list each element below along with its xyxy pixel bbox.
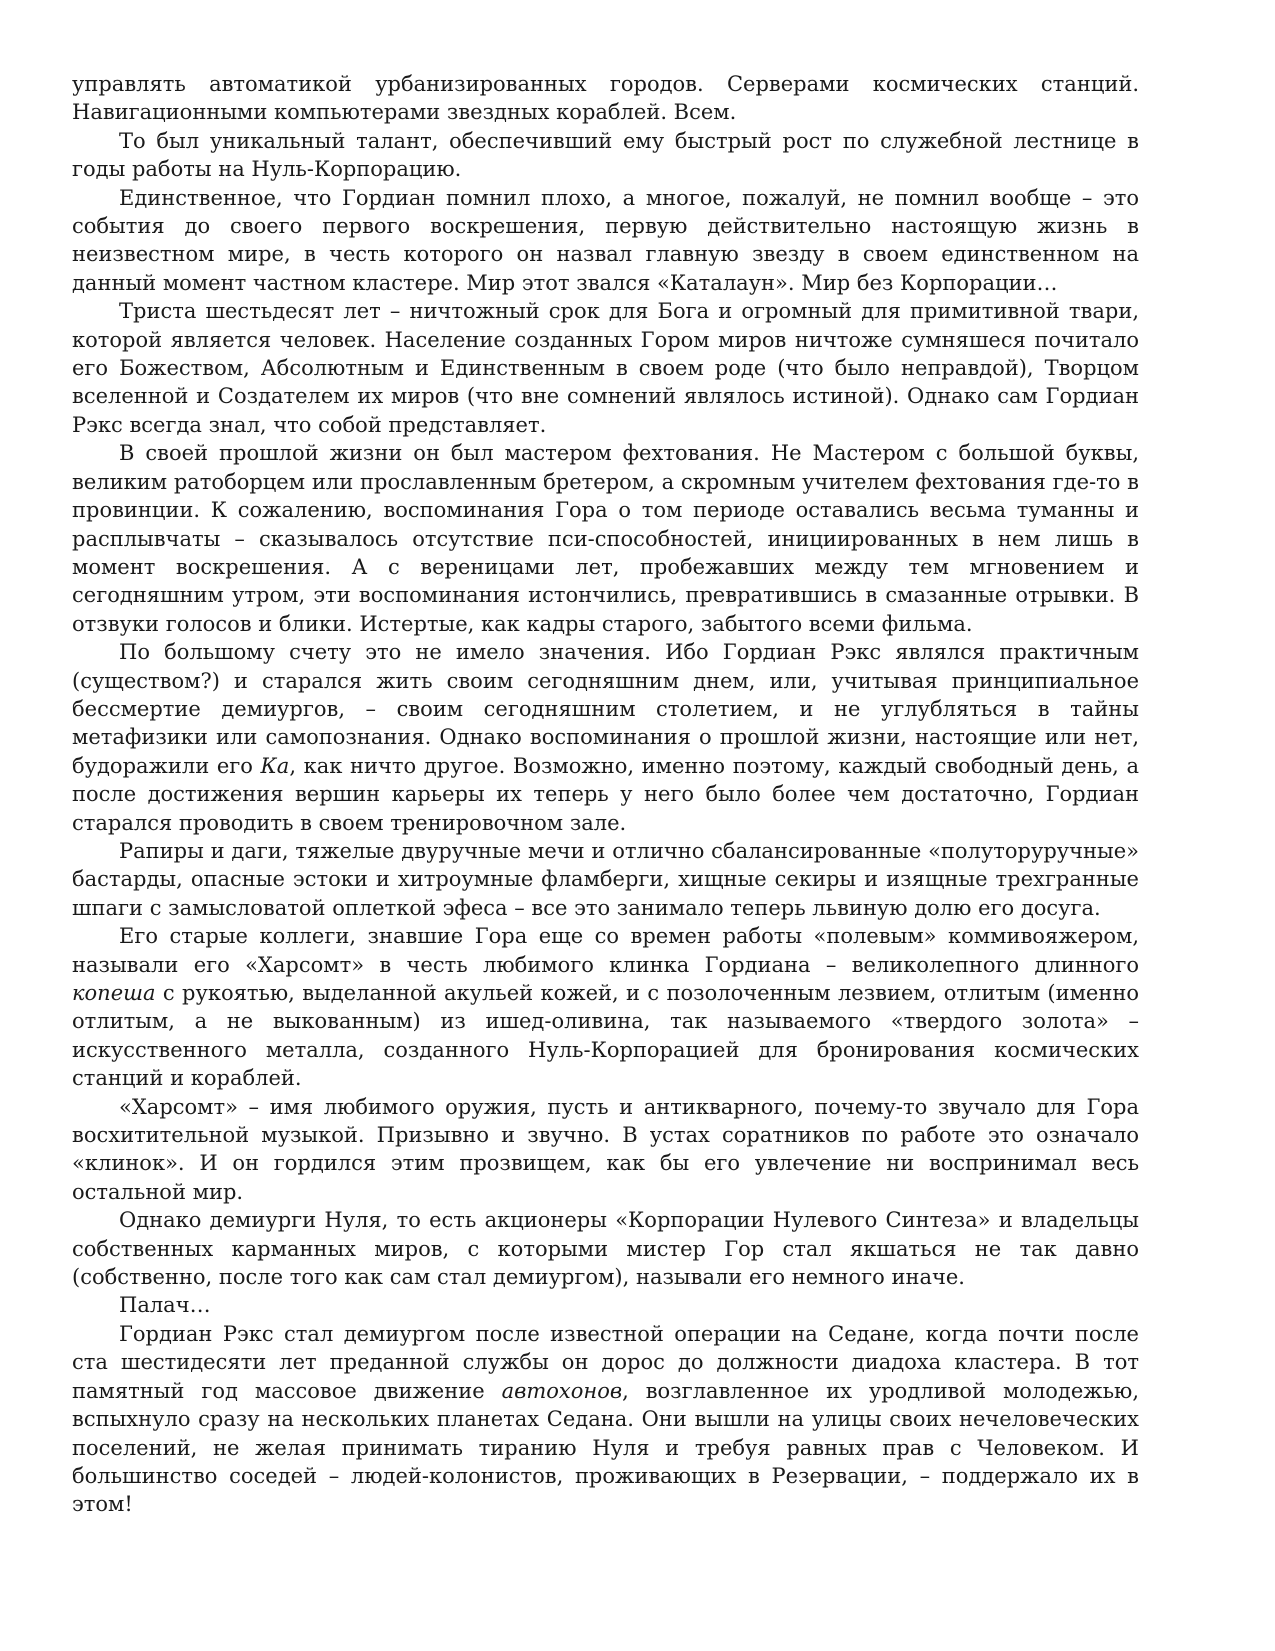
paragraph-7: Рапиры и даги, тяжелые двуручные мечи и отлично сбалансированные «полуторуручные» бастарды, опасные эстоки и хитроумные фламберги, хищные секиры и изящные трехгранные шпаги с замысловатой оплеткой эфеса – все это занимало теперь львиную долю его досуга. bbox=[72, 838, 1139, 920]
paragraph-3: Единственное, что Гордиан помнил плохо, а многое, пожалуй, не помнил вообще – это события до своего первого воскрешения, первую действительно настоящую жизнь в неизвестном мире, в честь которого он назвал главную звезду в своем единственном на данный момент частном кластере. Мир этот звался «Каталаун». Мир без Корпорации… bbox=[72, 185, 1139, 295]
paragraph-1: управлять автоматикой урбанизированных городов. Серверами космических станций. Навигационными компьютерами звездных кораблей. Всем. bbox=[72, 72, 1139, 125]
italic-term: автохонов bbox=[501, 1378, 623, 1403]
italic-term: копеша bbox=[72, 981, 156, 1005]
paragraph-8: Его старые коллеги, знавшие Гора еще со времен работы «полевым» коммивояжером, называли его «Харсомт» в честь любимого клинка Гордиана – великолепного длинного копеша с рукоятью, выделанной акульей кожей, и с позолоченным лезвием, отлитым (именно отлитым, а не выкованным) из ишед-оливина, так называемого «твердого золота» – искусственного металла, созданного Нуль-Корпорацией для бронирования космических станций и кораблей. bbox=[72, 924, 1139, 1091]
paragraph-10: Однако демиурги Нуля, то есть акционеры «Корпорации Нулевого Синтеза» и владельцы собственных карманных миров, с которыми мистер Гор стал якшаться не так давно (собственно, после того как сам стал демиургом), называли его немного иначе. bbox=[72, 1208, 1139, 1290]
paragraph-12: Гордиан Рэкс стал демиургом после известной операции на Седане, когда почти после ста шестидесяти лет преданной службы он дорос до должности диадоха кластера. В тот памятный год массовое движение автохонов, возглавленное их уродливой молодежью, вспыхнуло сразу на нескольких планетах Седана. Они вышли на улицы своих нечеловеческих поселений, не желая принимать тиранию Нуля и требуя равных прав с Человеком. И большинство соседей – людей-колонистов, проживающих в Резервации, – поддержало их в этом! bbox=[72, 1321, 1139, 1517]
paragraph-6: По большому счету это не имело значения. Ибо Гордиан Рэкс являлся практичным (существом?) и старался жить своим сегодняшним днем, или, учитывая принципиальное бессмертие демиургов, – своим сегодняшним столетием, и не углубляться в тайны метафизики или самопознания. Однако воспоминания о прошлой жизни, настоящие или нет, будоражили его Ка, как ничто другое. Возможно, именно поэтому, каждый свободный день, а после достижения вершин карьеры их теперь у него было более чем достаточно, Гордиан старался проводить в своем тренировочном зале. bbox=[72, 640, 1139, 835]
paragraph-9: «Харсомт» – имя любимого оружия, пусть и антикварного, почему-то звучало для Гора восхитительной музыкой. Призывно и звучно. В устах соратников по работе это означало «клинок». И он гордился этим прозвищем, как бы его увлечение ни воспринимал весь остальной мир. bbox=[72, 1094, 1139, 1204]
document-page bbox=[72, 70, 1139, 1519]
paragraph-5: В своей прошлой жизни он был мастером фехтования. Не Мастером с большой буквы, великим ратоборцем или прославленным бретером, а скромным учителем фехтования где-то в провинции. К сожалению, воспоминания Гора о том периоде оставались весьма туманны и расплывчаты – сказывалось отсутствие пси-способностей, инициированных в нем лишь в момент воскрешения. А с вереницами лет, пробежавших между тем мгновением и сегодняшним утром, эти воспоминания истончились, превратившись в смазанные отрывки. В отзвуки голосов и блики. Истертые, как кадры старого, забытого всеми фильма. bbox=[72, 441, 1139, 636]
paragraph-11: Палач… bbox=[119, 1293, 211, 1318]
paragraph-2: То был уникальный талант, обеспечивший ему быстрый рост по служебной лестнице в годы работы на Нуль-Корпорацию. bbox=[72, 128, 1139, 182]
italic-term: Ка bbox=[260, 753, 290, 778]
paragraph-4: Триста шестьдесят лет – ничтожный срок для Бога и огромный для примитивной твари, которой является человек. Население созданных Гором миров ничтоже сумняшеся почитало его Божеством, Абсолютным и Единственным в своем роде (что было неправдой), Творцом вселенной и Создателем их миров (что вне сомнений являлось истиной). Однако сам Гордиан Рэкс всегда знал, что собой представляет. bbox=[72, 299, 1139, 437]
